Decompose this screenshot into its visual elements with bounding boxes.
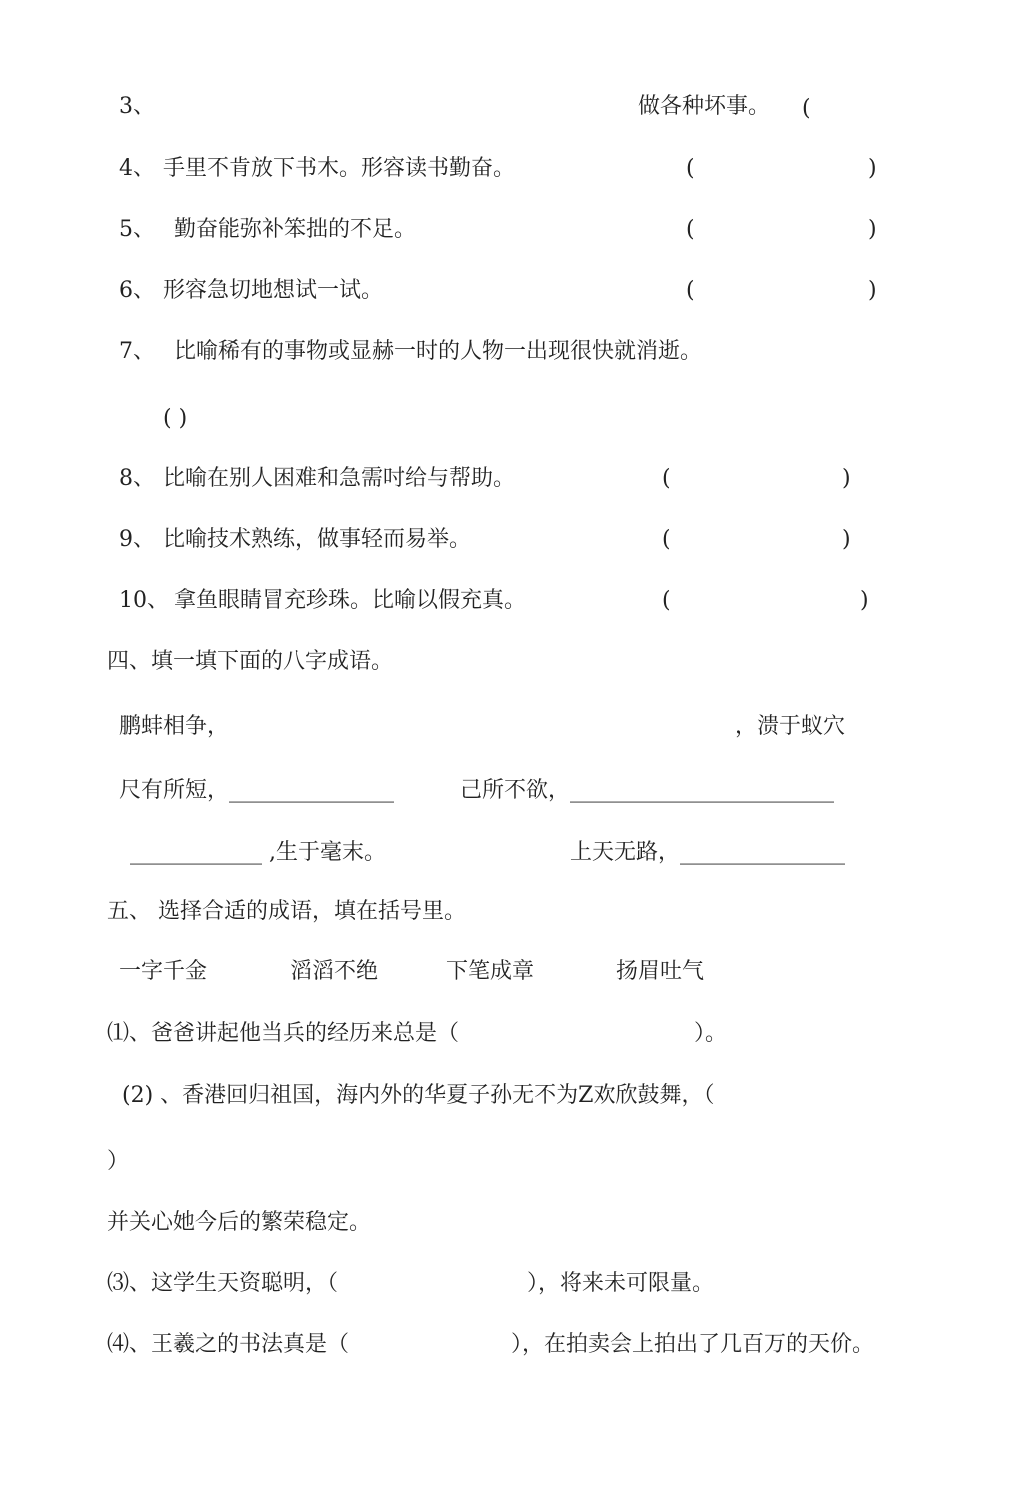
answer-paren-close: ) [842,527,851,552]
idiom-line-b[interactable]: 上天无路，_______________ [570,840,846,865]
item-text: 比喻稀有的事物或显赫一时的人物一出现很快就消逝。 [174,339,703,364]
idiom-option: 一字千金 [119,959,208,984]
answer-paren-close: ) [860,588,869,613]
question-1-close[interactable]: ）。 [694,1021,728,1046]
question-2-text: (2) 、香港回归祖国，海内外的华夏子孙无不为Z欢欣鼓舞，（ [122,1083,715,1108]
idiom-option: 下笔成章 [446,959,535,984]
answer-paren-close: ) [868,278,877,303]
answer-paren-close: ) [868,156,877,181]
item-text: 拿鱼眼睛冒充珍珠。比喻以假充真。 [174,588,527,613]
question-4-close[interactable]: ），在拍卖会上拍出了几百万的天价。 [511,1332,875,1357]
idiom-option: 滔滔不绝 [290,959,379,984]
item-number: 8、 [119,466,155,491]
item-number: 3、 [119,94,155,119]
answer-paren-close: ) [842,466,851,491]
item-text: 形容急切地想试一试。 [163,278,384,303]
item-number: 5、 [119,217,155,242]
answer-paren-open[interactable]: ( [802,96,811,121]
item-number: 6、 [119,278,155,303]
idiom-line-b: ，溃于蚁穴 [735,714,846,739]
section-heading: 四、填一填下面的八字成语。 [107,649,394,674]
question-3-close[interactable]: ），将来未可限量。 [527,1271,715,1296]
item-text: 手里不肯放下书木。形容读书勤奋。 [163,156,516,181]
answer-paren-open[interactable]: ( [686,278,695,303]
answer-paren-close: ) [868,217,877,242]
section-heading: 五、 选择合适的成语，填在括号里。 [107,899,466,924]
item-text: 做各种坏事。 [638,94,771,119]
item-text: 比喻在别人困难和急需吋给与帮助。 [163,466,516,491]
answer-paren-open[interactable]: ( [662,588,671,613]
question-2-close[interactable]: ） [107,1149,130,1174]
idiom-line-a[interactable]: ____________ ,生于毫末。 [130,840,386,865]
answer-paren-open[interactable]: ( [686,217,695,242]
idiom-line-a[interactable]: 尺有所短，_______________ [119,778,395,803]
idiom-line-b[interactable]: 己所不欲，________________________ [460,778,835,803]
item-number: 4、 [119,156,155,181]
answer-paren-open[interactable]: ( [686,156,695,181]
idiom-option: 扬眉吐气 [616,959,705,984]
question-4-text: ⑷、王羲之的书法真是（ [107,1332,350,1357]
answer-paren-open[interactable]: ( [662,527,671,552]
question-2-continued: 并关心她今后的繁荣稳定。 [107,1210,372,1235]
item-number: 7、 [119,339,155,364]
answer-paren-open[interactable]: ( [662,466,671,491]
question-3-text: ⑶、这学生天资聪明，（ [107,1271,339,1296]
question-1-text: ⑴、爸爸讲起他当兵的经历来总是（ [107,1021,460,1046]
item-number: 10、 [119,588,169,613]
idiom-line-a: 鹏蚌相争， [119,714,230,739]
item-number: 9、 [119,527,155,552]
item-text: 勤奋能弥补笨拙的不足。 [174,217,417,242]
answer-parens[interactable]: ( ) [163,406,188,431]
item-text: 比喻技术熟练，做事轻而易举。 [163,527,472,552]
